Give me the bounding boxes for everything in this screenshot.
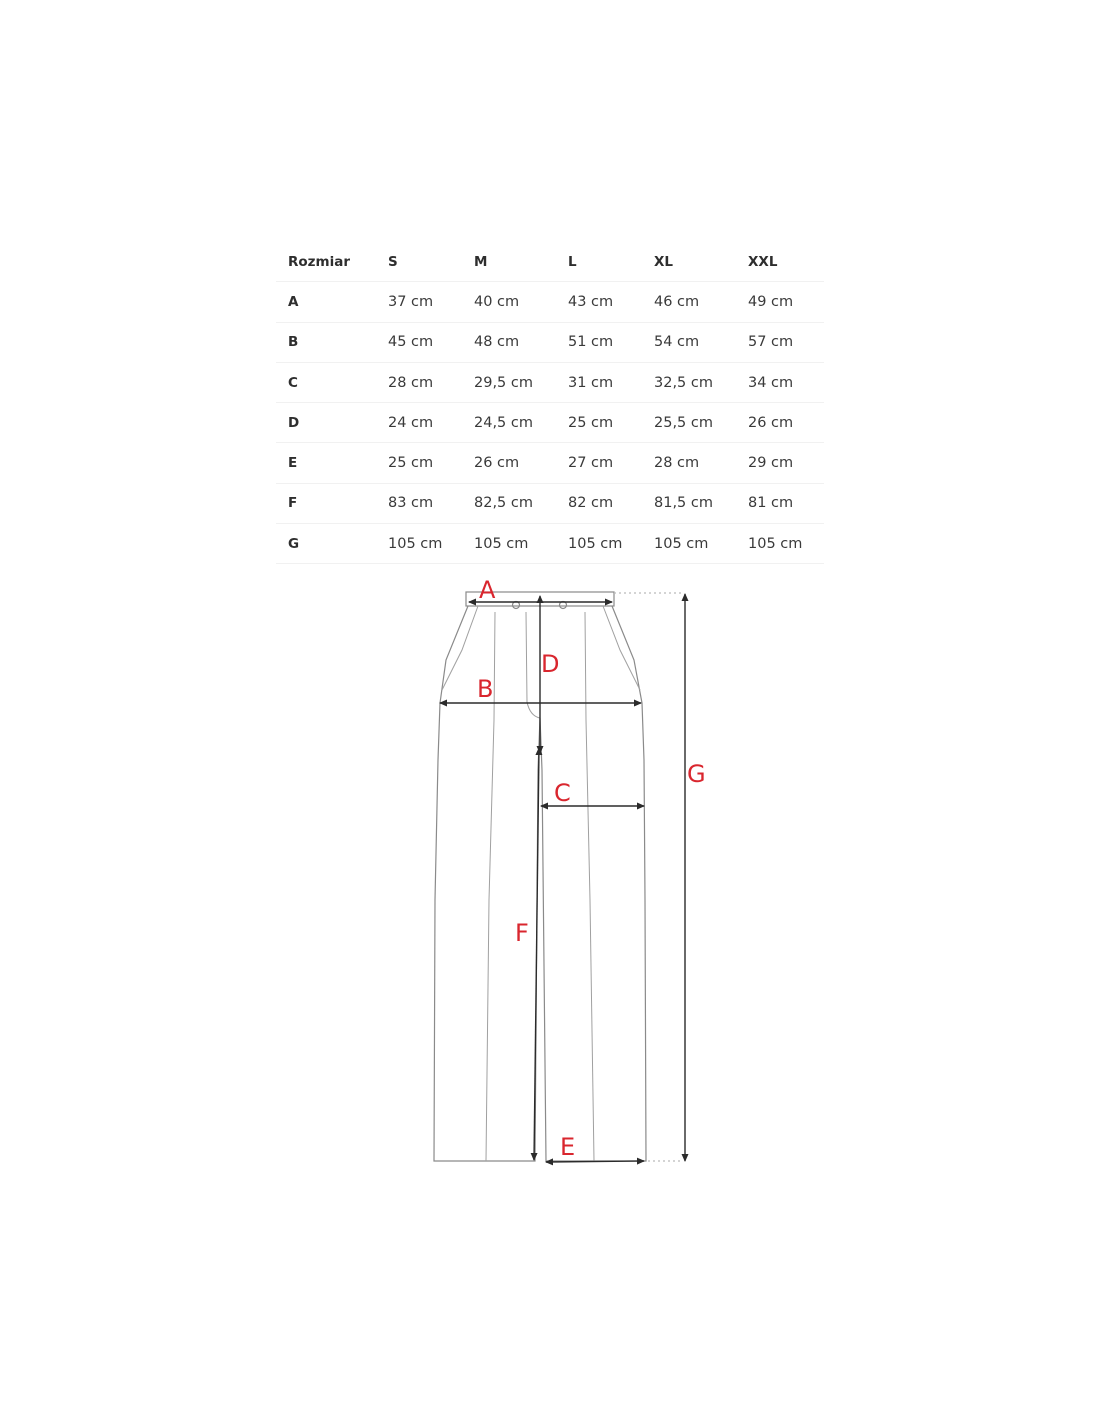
row-label: G bbox=[276, 524, 388, 564]
table-cell: 105 cm bbox=[388, 524, 474, 564]
dimension-label-a: A bbox=[479, 576, 496, 604]
table-cell: 24 cm bbox=[388, 403, 474, 443]
table-cell: 105 cm bbox=[654, 524, 748, 564]
dimension-f-line bbox=[534, 748, 539, 1160]
table-cell: 28 cm bbox=[654, 443, 748, 483]
header-size-xxl: XXL bbox=[748, 242, 824, 282]
table-cell: 31 cm bbox=[568, 362, 654, 402]
dimension-label-c: C bbox=[554, 779, 571, 807]
table-cell: 81 cm bbox=[748, 483, 824, 523]
row-label: C bbox=[276, 362, 388, 402]
right-pocket-seam bbox=[603, 606, 640, 690]
dimension-label-b: B bbox=[477, 675, 494, 703]
table-cell: 26 cm bbox=[474, 443, 568, 483]
table-cell: 29 cm bbox=[748, 443, 824, 483]
table-cell: 57 cm bbox=[748, 322, 824, 362]
row-label: E bbox=[276, 443, 388, 483]
right-crease bbox=[585, 612, 594, 1161]
dimension-label-e: E bbox=[560, 1133, 576, 1161]
row-label: A bbox=[276, 282, 388, 322]
header-size-xl: XL bbox=[654, 242, 748, 282]
header-size-s: S bbox=[388, 242, 474, 282]
fly-seam bbox=[526, 612, 540, 718]
table-cell: 37 cm bbox=[388, 282, 474, 322]
header-size-m: M bbox=[474, 242, 568, 282]
table-cell: 24,5 cm bbox=[474, 403, 568, 443]
table-cell: 82,5 cm bbox=[474, 483, 568, 523]
dimension-label-d: D bbox=[541, 650, 560, 678]
table-cell: 27 cm bbox=[568, 443, 654, 483]
table-cell: 46 cm bbox=[654, 282, 748, 322]
table-cell: 45 cm bbox=[388, 322, 474, 362]
dimension-label-g: G bbox=[687, 760, 706, 788]
table-cell: 28 cm bbox=[388, 362, 474, 402]
table-cell: 32,5 cm bbox=[654, 362, 748, 402]
row-label: B bbox=[276, 322, 388, 362]
row-label: F bbox=[276, 483, 388, 523]
table-cell: 82 cm bbox=[568, 483, 654, 523]
table-cell: 81,5 cm bbox=[654, 483, 748, 523]
table-cell: 25 cm bbox=[568, 403, 654, 443]
table-cell: 25,5 cm bbox=[654, 403, 748, 443]
table-cell: 34 cm bbox=[748, 362, 824, 402]
table-cell: 54 cm bbox=[654, 322, 748, 362]
header-size-label: Rozmiar bbox=[276, 242, 388, 282]
table-cell: 105 cm bbox=[748, 524, 824, 564]
table-cell: 83 cm bbox=[388, 483, 474, 523]
left-pocket-seam bbox=[442, 606, 478, 690]
header-size-l: L bbox=[568, 242, 654, 282]
table-cell: 51 cm bbox=[568, 322, 654, 362]
row-label: D bbox=[276, 403, 388, 443]
dimension-label-f: F bbox=[515, 919, 529, 947]
dimension-labels bbox=[477, 576, 706, 1161]
table-cell: 40 cm bbox=[474, 282, 568, 322]
table-cell: 25 cm bbox=[388, 443, 474, 483]
table-cell: 48 cm bbox=[474, 322, 568, 362]
table-cell: 105 cm bbox=[474, 524, 568, 564]
dimension-e-line bbox=[546, 1161, 644, 1162]
table-cell: 49 cm bbox=[748, 282, 824, 322]
table-cell: 43 cm bbox=[568, 282, 654, 322]
table-cell: 26 cm bbox=[748, 403, 824, 443]
table-cell: 105 cm bbox=[568, 524, 654, 564]
table-cell: 29,5 cm bbox=[474, 362, 568, 402]
